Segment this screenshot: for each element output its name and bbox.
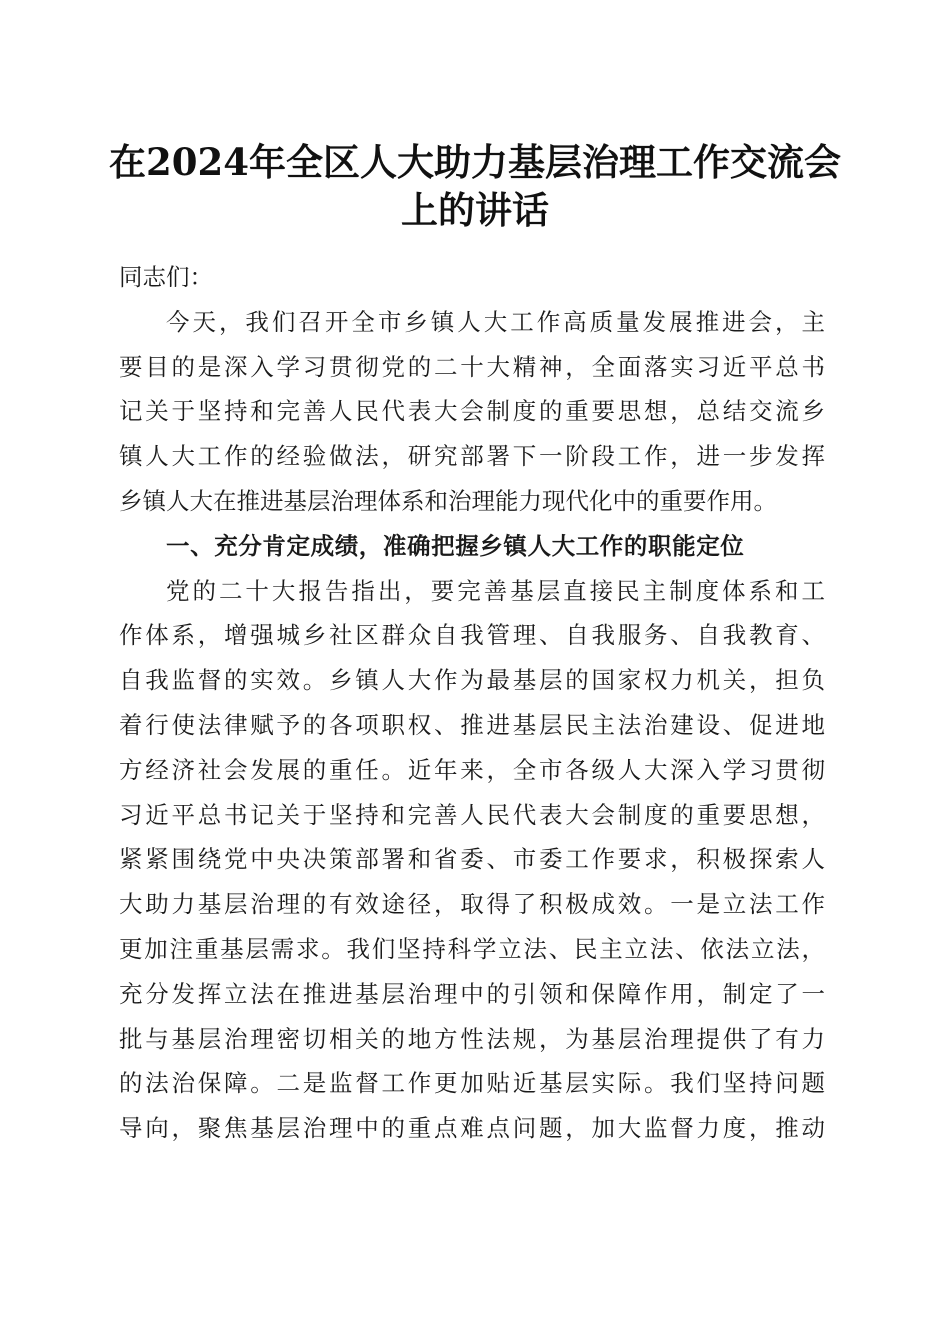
document-body <box>119 255 825 1151</box>
paragraph-line: 自我监督的实效。乡镇人大作为最基层的国家权力机关，担负 <box>119 666 825 695</box>
paragraph-line: 今天，我们召开全市乡镇人大工作高质量发展推进会，主 <box>166 307 825 336</box>
paragraph-line: 记关于坚持和完善人民代表大会制度的重要思想，总结交流乡 <box>119 397 825 426</box>
paragraph-line: 着行使法律赋予的各项职权、推进基层民主法治建设、促进地 <box>119 710 825 739</box>
paragraph-line: 大助力基层治理的有效途径，取得了积极成效。一是立法工作 <box>119 890 825 919</box>
title-line-2: 上的讲话 <box>401 188 549 232</box>
document-title <box>100 138 850 234</box>
paragraph-line: 习近平总书记关于坚持和完善人民代表大会制度的重要思想， <box>119 800 825 829</box>
paragraph-line: 党的二十大报告指出，要完善基层直接民主制度体系和工 <box>166 576 825 605</box>
paragraph-line: 乡镇人大在推进基层治理体系和治理能力现代化中的重要作用。 <box>119 486 777 515</box>
paragraph-line: 更加注重基层需求。我们坚持科学立法、民主立法、依法立法， <box>119 934 825 963</box>
title-line-1: 在2024年全区人大助力基层治理工作交流会 <box>109 140 841 184</box>
paragraph-line: 充分发挥立法在推进基层治理中的引领和保障作用，制定了一 <box>119 979 825 1008</box>
paragraph-line: 紧紧围绕党中央决策部署和省委、市委工作要求，积极探索人 <box>119 845 825 874</box>
paragraph-line: 作体系，增强城乡社区群众自我管理、自我服务、自我教育、 <box>119 621 825 650</box>
paragraph-line: 的法治保障。二是监督工作更加贴近基层实际。我们坚持问题 <box>119 1069 825 1098</box>
paragraph-line: 镇人大工作的经验做法，研究部署下一阶段工作，进一步发挥 <box>119 442 825 471</box>
paragraph-intro <box>119 300 825 524</box>
salutation: 同志们： <box>119 263 213 291</box>
paragraph-line: 批与基层治理密切相关的地方性法规，为基层治理提供了有力 <box>119 1024 825 1053</box>
paragraph-section-1 <box>119 569 825 1151</box>
paragraph-line: 要目的是深入学习贯彻党的二十大精神，全面落实习近平总书 <box>119 352 825 381</box>
paragraph-line: 方经济社会发展的重任。近年来，全市各级人大深入学习贯彻 <box>119 755 825 784</box>
paragraph-line: 导向，聚焦基层治理中的重点难点问题，加大监督力度，推动 <box>119 1114 825 1143</box>
section-heading-1: 一、充分肯定成绩，准确把握乡镇人大工作的职能定位 <box>166 531 745 560</box>
